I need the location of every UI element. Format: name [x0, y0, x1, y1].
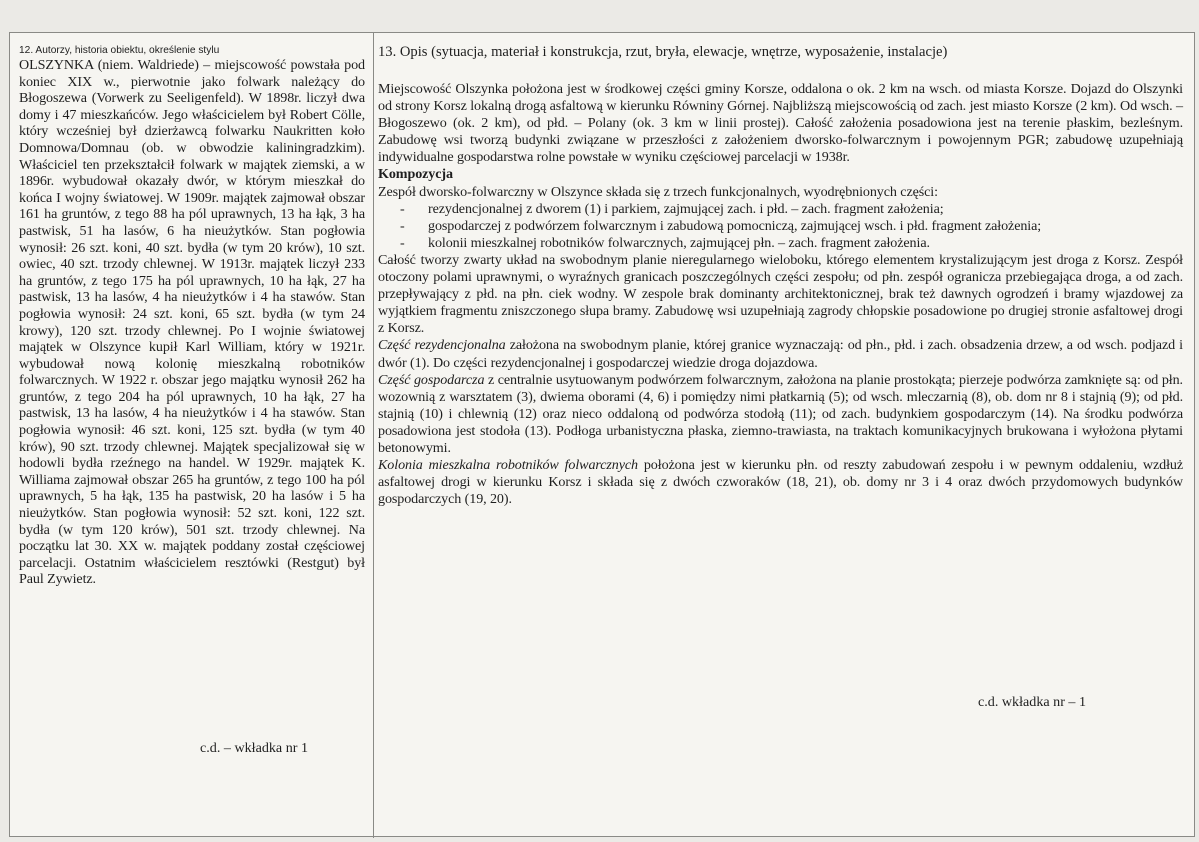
description-content	[378, 81, 1183, 508]
description-column	[378, 44, 1183, 710]
history-column	[19, 45, 365, 588]
list-item: - gospodarczej z podwórzem folwarcznym i zabudową pomocniczą, zajmującej wsch. i płd. fragment założenia;	[400, 217, 1042, 234]
description-label: 13. Opis (sytuacja, materiał i konstrukcja, rzut, bryła, elewacje, wnętrze, wyposażenie, instalacje)	[378, 44, 948, 60]
colony-paragraph: Kolonia mieszkalna robotników folwarcznych położona jest w kierunku płn. od reszty zabudowań zespołu i w pewnym oddaleniu, wzdłuż asfaltowej drogi w kierunku Korsz i składa się z dwóch czworaków (18, 21), ob. domy nr 3 i 4 oraz dwóch przydomowych budynków gospodarczych (19, 20).	[378, 457, 1183, 508]
residential-term: Część rezydencjonalna	[378, 337, 506, 354]
composition-intro: Zespół dworsko-folwarczny w Olszynce składa się z trzech funkcjonalnych, wyodrębnionych części:	[378, 183, 938, 200]
farm-term: Część gospodarcza	[378, 371, 485, 388]
column-divider	[373, 33, 374, 838]
history-label: 12. Autorzy, historia obiektu, określenie stylu	[19, 45, 220, 56]
residential-paragraph: Część rezydencjonalna założona na swobodnym planie, której granice wyznaczają: od płn., płd. i zach. obsadzenia drzew, a od wsch. podjazd i dwór (1). Do części rezydencjonalnej i gospodarczej wiedzie droga dojazdowa.	[378, 337, 1183, 371]
form-sheet	[9, 32, 1195, 837]
farm-paragraph: Część gospodarcza z centralnie usytuowanym podwórzem folwarcznym, założona na planie prostokąta; pierzeje podwórza zamknięte są: od płn. wozownią z warsztatem (3), dwiema oborami (4, 6) i pomiędzy nimi płatkarnią (5); od wsch. mleczarnią (8), ob. dom nr 8 i stajnią (9); od płd. stajnią (10) i chlewnią (12) oraz nieco oddaloną od podwórza stodołą (11); od zach. budynkiem gospodarczym (14). Na środku podwórza posadowiona jest stodoła (13). Podłoga urbanistyczna płaska, ziemno-trawiasta, na traktach komunikacyjnych brukowana i wyłożona płytami betonowymi.	[378, 371, 1183, 456]
location-paragraph: Miejscowość Olszynka położona jest w środkowej części gminy Korsze, oddalona o ok. 2 km na wsch. od miasta Korsze. Dojazd do Olszynki od strony Korsz lokalną drogą asfaltową w kierunku Równiny Górnej. Najbliższą miejscowością od zach. jest miasto Korsze (2 km). Od wsch. – Błogoszewo (ok. 2 km), od płd. – Polany (ok. 3 km w linii prostej). Całość założenia posadowiona jest na terenie płaskim, bezleśnym. Zabudowę wsi tworzą budynki związane w przeszłości z założeniem dworsko-folwarcznym i powojennym PGR; zabudowę uzupełniają indywidualne gospodarstwa rolne powstałe w wyniku częściowej parcelacji w 1938r.	[378, 81, 1183, 166]
composition-list	[378, 201, 1183, 252]
history-text: OLSZYNKA (niem. Waldriede) – miejscowość powstała pod koniec XIX w., pierwotnie jako folwark należący do Błogoszewa (Vorwerk zu Seeligenfeld). W 1898r. liczył dwa domy i 47 mieszkańców. Jego właścicielem był Robert Cölle, który wcześniej był dzierżawcą folwarku Naukritten koło Domnowa/Domnau (ob. w obwodzie kaliningradzkim). Właściciel ten przekształcił folwark w majątek ziemski, a w 1896r. wybudował okazały dwór, w którym mieszkał do końca I wojny światowej. W 1909r. majątek zajmował obszar 161 ha gruntów, z tego 88 ha pól uprawnych, 13 ha łąk, 3 ha pastwisk, 51 ha lasów, 6 ha nieużytków. Stan pogłowia wynosił: 26 szt. koni, 40 szt. bydła (w tym 20 krów), 10 szt. owiec, 40 szt. trzody chlewnej. W 1913r. majątek liczył 233 ha gruntów, z tego 175 ha pól uprawnych, 10 ha łąk, 27 ha pastwisk, 13 ha lasów, 4 ha nieużytków i 4 ha stawów. Stan pogłowia wynosił: 24 szt. koni, 65 szt. bydła (w tym 24 krowy), 120 szt. trzody chlewnej. Po I wojnie światowej majątek w Olszynce kupił Karl William, który w 1921r. wybudował nową kolonię mieszkalną robotników folwarcznych. W 1922 r. obszar jego majątku wynosił 262 ha gruntów, z tego 204 ha pól uprawnych, 10 ha łąk, 27 ha pastwisk, 13 ha lasów, 4 ha nieużytków i 4 ha stawów. Stan pogłowia wynosił: 46 szt. koni, 125 szt. bydła (w tym 40 krów), 90 szt. trzody chlewnej. Majątek specjalizował się w hodowli bydła rzeźnego na handel. W 1929r. majątek K. Williama zajmował obszar 265 ha gruntów, z tego 100 ha pól uprawnych, 5 ha łąk, 135 ha pastwisk, 20 ha lasów i 5 ha nieużytków. Stan pogłowia wynosił: 52 szt. koni, 122 szt. bydła (w tym 120 krów), 501 szt. trzody chlewnej. Na początku lat 30. XX w. majątek poddany został częściowej parcelacji. Ostatnim właścicielem resztówki (Restgut) był Paul Zywietz.	[19, 57, 365, 588]
description-continuation: c.d. wkładka nr – 1	[978, 694, 1087, 710]
list-item: - rezydencjonalnej z dworem (1) i parkiem, zajmującej zach. i płd. – zach. fragment założenia;	[400, 200, 944, 217]
list-item: - kolonii mieszkalnej robotników folwarcznych, zajmującej płn. – zach. fragment założenia.	[400, 234, 930, 251]
section-title: Kompozycja	[378, 166, 453, 183]
colony-term: Kolonia mieszkalna robotników folwarcznych	[378, 457, 639, 474]
history-continuation: c.d. – wkładka nr 1	[200, 740, 309, 756]
layout-paragraph: Całość tworzy zwarty układ na swobodnym planie nieregularnego wieloboku, którego elementem krystalizującym jest droga z Korsz. Zespół otoczony polami uprawnymi, o wyraźnych granicach poszczególnych części zespołu; od płn. zespół ogranicza przebiegająca droga, a od zach. przepływający z płd. na płn. ciek wodny. W zespole brak dominanty architektonicznej, brak też dawnych ogrodzeń i bramy wjazdowej za wyjątkiem fragmentu zniszczonego słupa bramy. Zabudowę wsi uzupełniają zagrody chłopskie posadowione po drugiej stronie asfaltowej drogi z Korsz.	[378, 251, 1183, 337]
